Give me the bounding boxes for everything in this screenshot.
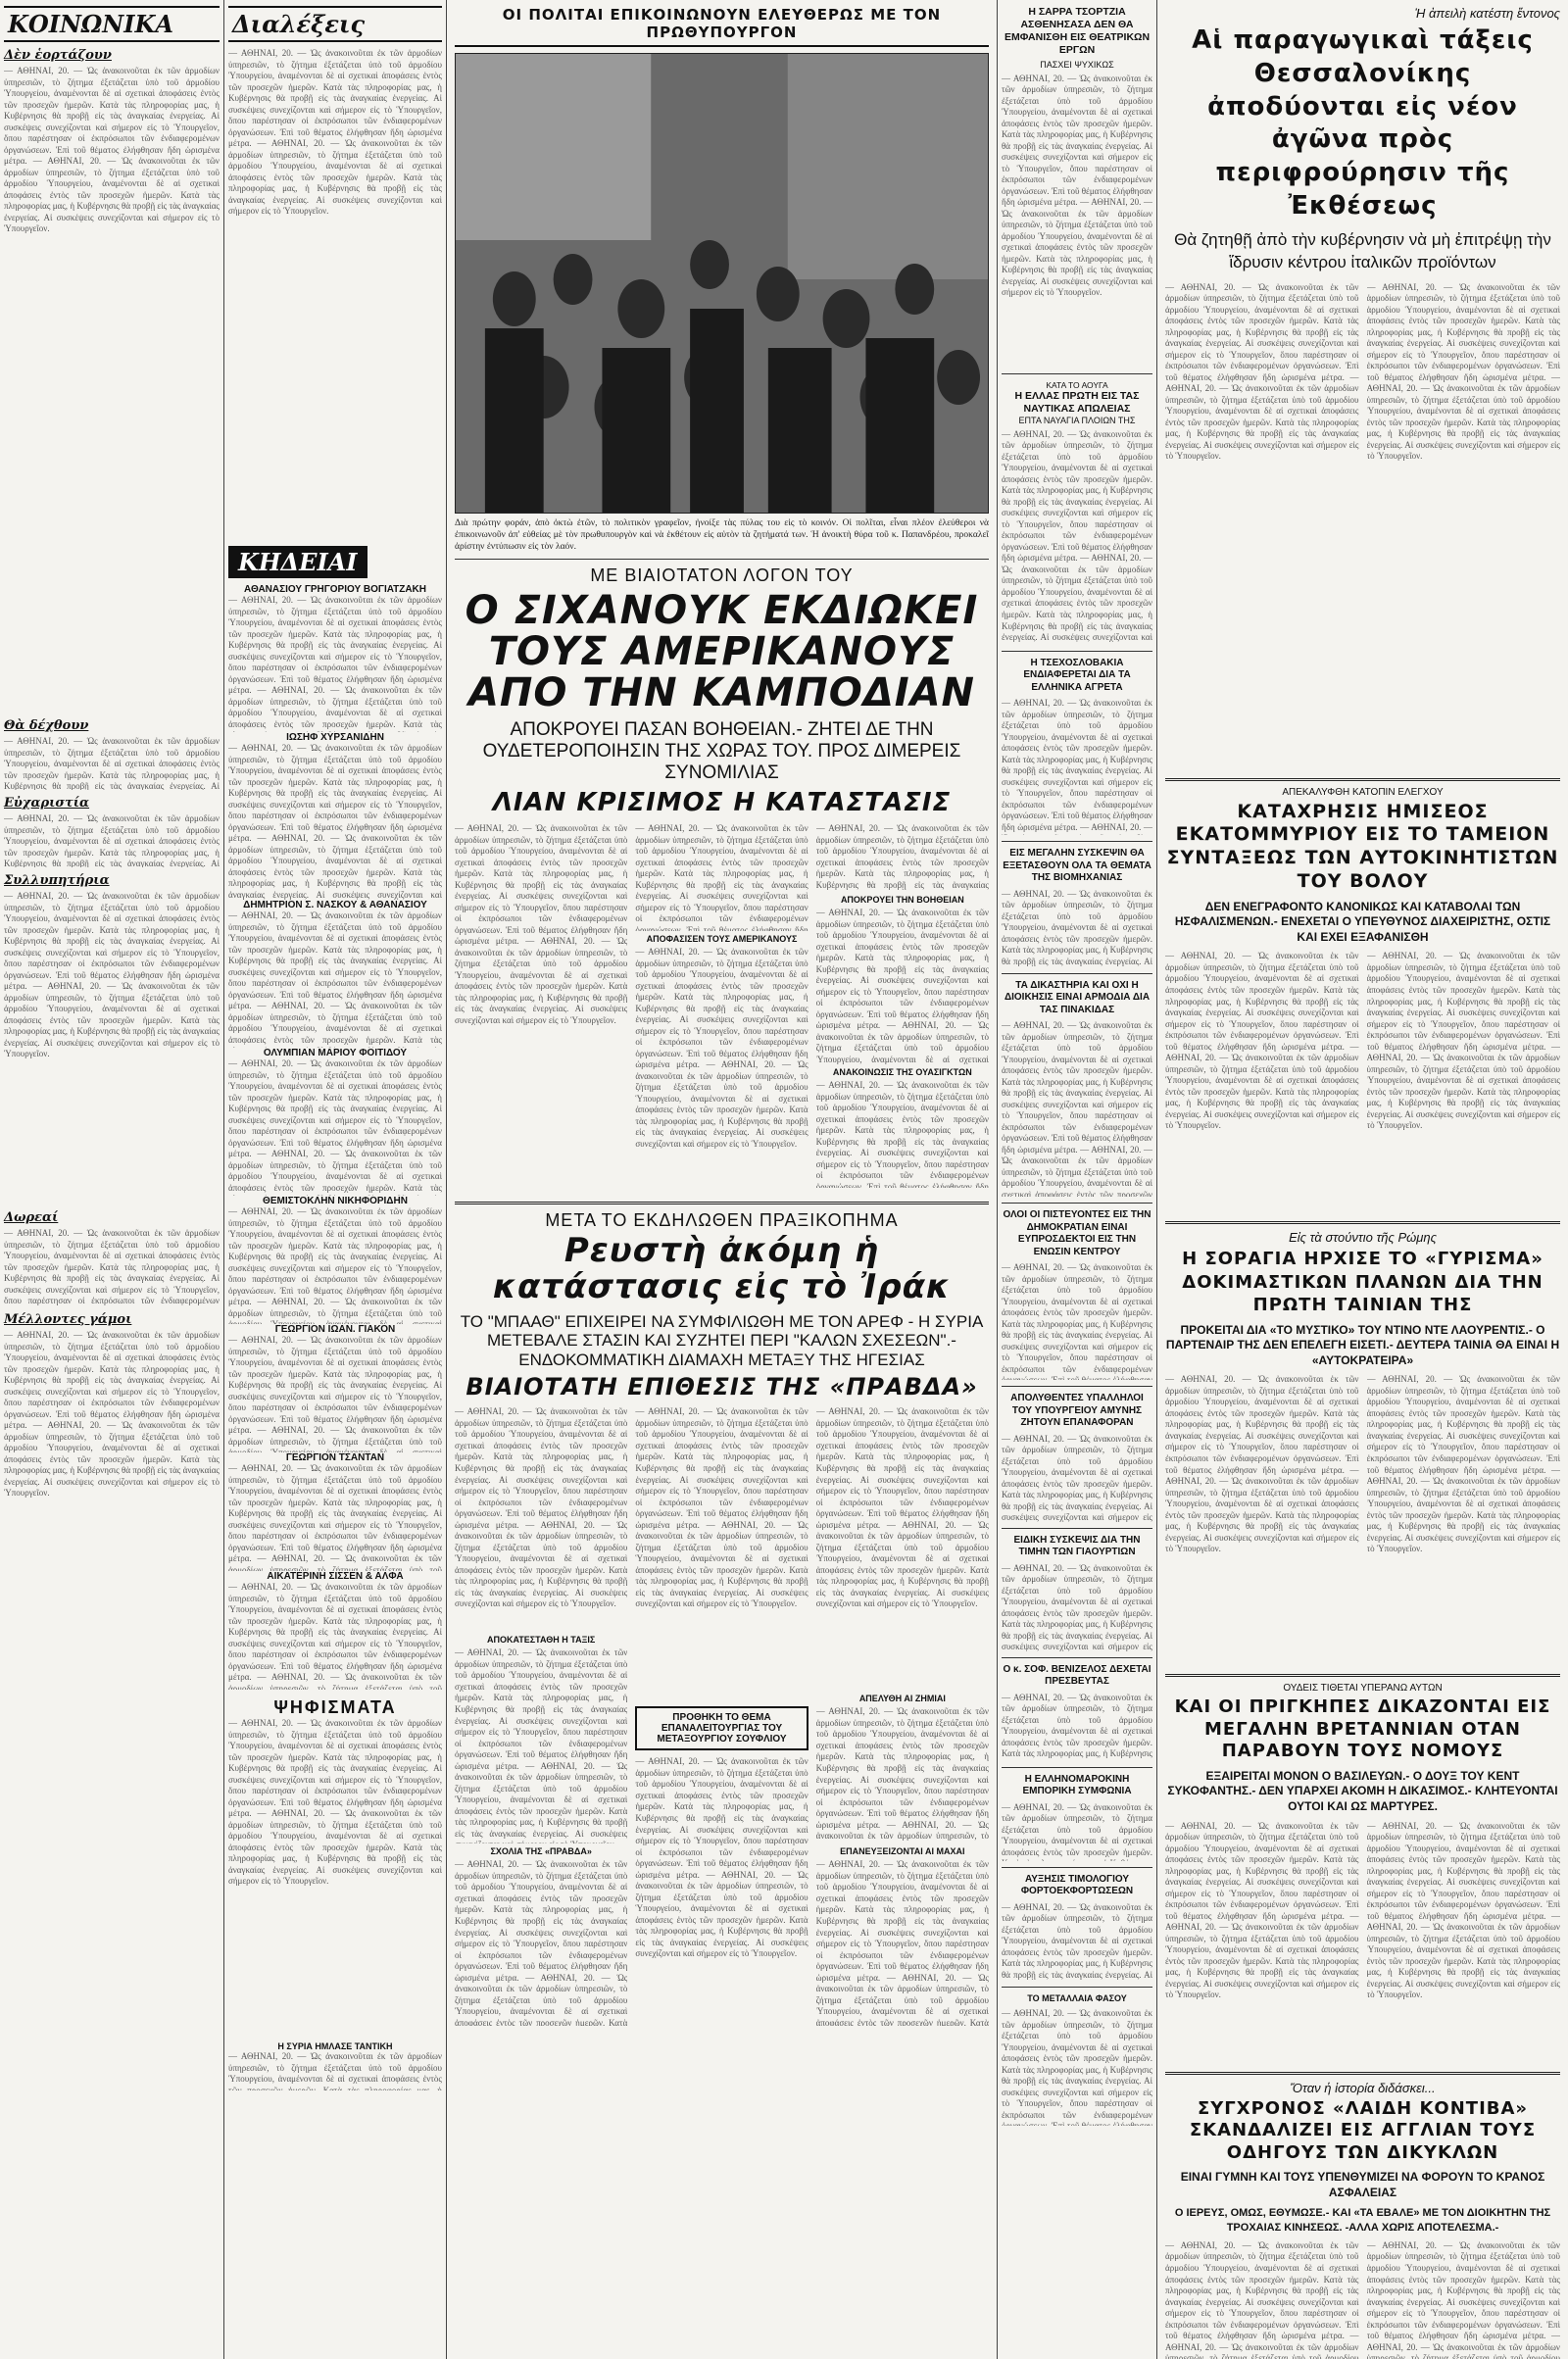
article-body — [4, 1228, 220, 1306]
article-body — [1002, 1262, 1152, 1380]
article-caption: Η ΣΥΡΙΑ ΗΜΛΑΣΕ ΤΑΝΤΙΚΗ — [277, 2041, 393, 2051]
article-body — [455, 1406, 627, 1632]
center-column — [447, 0, 997, 2359]
article-body — [228, 743, 442, 900]
story-subhead: ΑΝΑΚΟΙΝΩΣΙΣ ΤΗΣ ΟΥΑΣΙΓΚΤΩΝ — [832, 1067, 972, 1077]
article-body — [228, 1206, 442, 1324]
article-body — [1002, 1802, 1152, 1861]
article-body — [816, 1406, 989, 1691]
divider — [1002, 1203, 1152, 1204]
article-body — [1165, 951, 1359, 1215]
divider — [1002, 373, 1152, 374]
story-deck: Ο ΙΕΡΕΥΣ, ΟΜΩΣ, ΕΘΥΜΩΣΕ.- ΚΑΙ «ΤΑ ΕΒΑΛΕ» ΜΕ ΤΟΝ ΔΙΟΙΚΗΤΗΝ ΤΗΣ ΤΡΟΧΑΙΑΣ ΚΙΝΗΣΕΩΣ. -ΑΛΛΑ ΧΩΡΙΣ ΑΠΟΤΕΛΕΣΜΑ.- — [1174, 2207, 1551, 2234]
article-body — [1165, 1374, 1359, 1668]
divider — [455, 559, 989, 560]
story-subhead: ΑΠΟΚΡΟΥΕΙ ΤΗΝ ΒΟΗΘΕΙΑΝ — [840, 895, 964, 905]
story-kicker: Ἡ ἀπειλὴ κατέστη ἔντονος — [1414, 6, 1560, 21]
article-body — [455, 1647, 627, 1843]
section-title-social: ΚΟΙΝΩΝΙΚΑ — [4, 6, 220, 42]
subhead-thanks: Εὐχαριστία — [4, 796, 90, 811]
iraq-deck: ΤΟ "ΜΠΑΑΘ" ΕΠΙΧΕΙΡΕΙ ΝΑ ΣΥΜΦΙΛΙΩΘΗ ΜΕ ΤΟΝ ΑΡΕΦ - Η ΣΥΡΙΑ ΜΕΤΕΒΑΛΕ ΣΤΑΣΙΝ ΚΑΙ ΣΥΖΗΤΕΙ ΠΕΡΙ "ΚΑΛΩΝ ΣΧΕΣΕΩΝ".-ΕΝΔΟΚΟΜΜΑΤΙΚΗ ΔΙΑΜΑΧΗ ΜΕΤΑΞΥ ΤΗΣ ΗΓΕΣΙΑΣ — [460, 1311, 984, 1369]
story-subhead: ΑΠΕΛΥΘΗ ΑΙ ΖΗΜΙΑΙ — [858, 1694, 946, 1704]
subhead-donations: Δωρεαί — [4, 1210, 59, 1225]
article-body — [635, 1756, 808, 1982]
story-column — [816, 1406, 989, 2026]
story-headline: ΣΥΓΧΡΟΝΟΣ «ΛΑΙΔΗ ΚΟΝΤΙΒΑ» ΣΚΑΝΔΑΛΙΖΕΙ ΕΙΣ ΑΓΓΛΙΑΝ ΤΟΥΣ ΟΔΗΓΟΥΣ ΤΩΝ ΔΙΚΥΚΛΩΝ — [1189, 2097, 1537, 2163]
boxed-story-headline: ΠΡΟΘΗΚΗ ΤΟ ΘΕΜΑ ΕΠΑΝΑΛΕΙΤΟΥΡΓΙΑΣ ΤΟΥ ΜΕΤΑΞΟΥΡΓΙΟΥ ΣΟΥΦΛΙΟΥ — [657, 1712, 787, 1745]
divider — [1002, 1386, 1152, 1387]
divider — [1002, 841, 1152, 842]
story-headline: ΑΠΟΛΥΘΕΝΤΕΣ ΥΠΑΛΛΗΛΟΙ ΤΟΥ ΥΠΟΥΡΓΕΙΟΥ ΑΜΥΝΗΣ ΖΗΤΟΥΝ ΕΠΑΝΑΦΟΡΑΝ — [1010, 1393, 1144, 1429]
divider — [1002, 1987, 1152, 1988]
story-subhead: ΕΠΑΝΕΥΞΕΙΖΟΝΤΑΙ ΑΙ ΜΑΧΑΙ — [840, 1846, 965, 1857]
narrow-news-column — [998, 0, 1156, 2359]
article-body — [228, 910, 442, 1048]
article-body — [1002, 74, 1152, 368]
article-body — [228, 595, 442, 732]
article-body — [1367, 282, 1561, 772]
article-body — [1367, 1374, 1561, 1668]
story-kicker: ΚΑΤΑ ΤΟ ΑΟΥΓΑ — [1046, 379, 1108, 390]
story-headline: ΚΑΤΑΧΡΗΣΙΣ ΗΜΙΣΕΟΣ ΕΚΑΤΟΜΜΥΡΙΟΥ ΕΙΣ ΤΟ ΤΑΜΕΙΟΝ ΣΥΝΤΑΞΕΩΣ ΤΩΝ ΑΥΤΟΚΙΝΗΤΙΣΤΩΝ ΤΟΥ ΒΟΛΟΥ — [1166, 800, 1559, 892]
story-headline: ΟΛΟΙ ΟΙ ΠΙΣΤΕΥΟΝΤΕΣ ΕΙΣ ΤΗΝ ΔΗΜΟΚΡΑΤΙΑΝ ΕΙΝΑΙ ΕΥΠΡΟΣΔΕΚΤΟΙ ΕΙΣ ΤΗΝ ΕΝΩΣΙΝ ΚΕΝΤΡΟΥ — [1003, 1209, 1152, 1257]
main-kicker: ΜΕ ΒΙΑΙΟΤΑΤΟΝ ΛΟΓΟΝ ΤΟΥ — [590, 565, 854, 586]
subhead-namedays: Δὲν ἑορτάζουν — [4, 48, 112, 63]
story-subhead: ΠΑΣΧΕΙ ΨΥΧΙΚΩΣ — [1040, 59, 1114, 70]
divider — [455, 1202, 989, 1204]
article-body — [228, 1058, 442, 1196]
funeral-name: ΑΘΑΝΑΣΙΟΥ ΓΡΗΓΟΡΙΟΥ ΒΟΓΙΑΤΖΑΚΗ — [243, 584, 426, 595]
story-kicker: ΟΥΔΕΙΣ ΤΙΘΕΤΑΙ ΥΠΕΡΑΝΩ ΑΥΤΩΝ — [1283, 1683, 1443, 1695]
story-kicker: Εἰς τὰ στούντιο τῆς Ρώμης — [1289, 1230, 1437, 1246]
main-deck: ΑΠΟΚΡΟΥΕΙ ΠΑΣΑΝ ΒΟΗΘΕΙΑΝ.- ΖΗΤΕΙ ΔΕ ΤΗΝ ΟΥΔΕΤΕΡΟΠΟΙΗΣΙΝ ΤΗΣ ΧΩΡΑΣ ΤΟΥ. ΠΡΟΣ ΔΙΜΕΡΕΙΣ ΣΥΝΟΜΙΛΙΑΣ — [482, 719, 961, 784]
lectures-funerals-column — [224, 0, 446, 2359]
divider — [1002, 1767, 1152, 1768]
iraq-story-columns — [455, 1406, 989, 2026]
article-body — [1165, 2240, 1359, 2359]
story-subhead: ΕΠΤΑ ΝΑΥΑΓΙΑ ΠΛΟΙΩΝ ΤΗΣ — [1018, 415, 1136, 425]
iraq-headline: Ρευστὴ ἀκόμη ἡ κατάστασις εἰς τὸ Ἰράκ — [492, 1231, 952, 1307]
story-column — [455, 1406, 627, 2026]
story-deck: ΕΞΑΙΡΕΙΤΑΙ ΜΟΝΟΝ Ο ΒΑΣΙΛΕΥΩΝ.- Ο ΔΟΥΞ ΤΟΥ ΚΕΝΤ ΣΥΚΟΦΑΝΤΗΣ.- ΔΕΝ ΥΠΑΡΧΕΙ ΑΚΟΜΗ Η ΔΙΚΑΣΙΜΟΣ.- ΚΛΗΤΕΥΟΝΤΑΙ ΟΥΤΟΙ ΚΑΙ ΩΣ ΜΑΡΤΥΡΕΣ. — [1167, 1768, 1558, 1814]
story-headline: ΤΑ ΔΙΚΑΣΤΗΡΙΑ ΚΑΙ ΟΧΙ Η ΔΙΟΙΚΗΣΙΣ ΕΙΝΑΙ ΑΡΜΟΔΙΑ ΔΙΑ ΤΑΣ ΠΙΝΑΚΙΔΑΣ — [1004, 979, 1151, 1015]
article-body — [635, 1406, 808, 1700]
story-headline: Ο κ. ΣΟΦ. ΒΕΝΙΖΕΛΟΣ ΔΕΧΕΤΑΙ ΠΡΕΣΒΕΥΤΑΣ — [1003, 1663, 1152, 1688]
article-body — [228, 1582, 442, 1690]
article-body — [1002, 1693, 1152, 1761]
subhead-condolences: Συλλυπητήρια — [4, 873, 110, 888]
section-title-funerals: ΚΗΔΕΙΑΙ — [228, 546, 368, 578]
article-body — [1002, 1902, 1152, 1981]
story-column — [455, 823, 627, 1196]
article-body — [1367, 2240, 1561, 2359]
funeral-name: ΘΕΜΙΣΤΟΚΛΗΝ ΝΙΚΗΦΟΡΙΔΗΝ — [263, 1196, 408, 1206]
iraq-kicker: ΜΕΤΑ ΤΟ ΕΚΔΗΛΩΘΕΝ ΠΡΑΞΙΚΟΠΗΜΑ — [545, 1210, 899, 1230]
story-columns — [1165, 282, 1560, 772]
story-headline: Η ΕΛΛΗΝΟΜΑΡΟΚΙΝΗ ΕΜΠΟΡΙΚΗ ΣΥΜΦΩΝΙΑ — [1022, 1773, 1132, 1797]
story-headline: Αἱ παραγωγικαὶ τάξεις Θεσσαλονίκης ἀποδύονται εἰς νέον ἀγῶνα πρὸς περιφρούρησιν τῆς Ἐκθέσεως — [1192, 25, 1534, 221]
article-body — [1002, 429, 1152, 645]
article-body — [4, 813, 220, 867]
article-body — [228, 48, 442, 538]
story-headline: Η ΣΟΡΑΓΙΑ ΗΡΧΙΣΕ ΤΟ «ΓΥΡΙΣΜΑ» ΔΟΚΙΜΑΣΤΙΚΩΝ ΠΛΑΝΩΝ ΔΙΑ ΤΗΝ ΠΡΩΤΗ ΤΑΙΝΙΑΝ ΤΗΣ — [1182, 1249, 1544, 1316]
story-headline: Η ΤΣΕΧΟΣΛΟΒΑΚΙΑ ΕΝΔΙΑΦΕΡΕΤΑΙ ΔΙΑ ΤΑ ΕΛΛΗΝΙΚΑ ΑΓΡΕΤΑ — [1023, 657, 1131, 693]
story-subhead: ΑΠΟΦΑΣΙΣΕΝ ΤΟΥΣ ΑΜΕΡΙΚΑΝΟΥΣ — [646, 934, 798, 944]
article-body — [228, 1335, 442, 1452]
article-body — [1002, 2008, 1152, 2126]
article-body — [816, 1859, 989, 2026]
section-title-resolutions: ΨΗΦΙΣΜΑΤΑ — [273, 1697, 397, 1717]
funeral-name: ΑΙΚΑΤΕΡΙΝΗ ΣΙΣΣΕΝ & ΑΛΦΑ — [267, 1571, 404, 1582]
article-body — [455, 823, 627, 1196]
section-title-lectures: Διαλέξεις — [228, 6, 442, 42]
photo-caption: Διὰ πρώτην φοράν, ἀπὸ ὀκτὼ ἐτῶν, τὸ πολιτικὸν γραφεῖον, ἠνοίξε τὰς πύλας του εἰς τὸ κοινόν. Οἱ πολῖται, εἶναι πλέον ἐλεύθεροι νὰ ἐπικοινωνοῦν ἀπ' εὐθείας μὲ τὸν πρωθυπουργὸν καὶ νὰ ἐκθέτουν εἰς αὐτὸν τὰ ζητήματά των. Ἡ ἀνοικτὴ θύρα τοῦ κ. Παπανδρέου, προκαλεῖ ἀρίστην ἐντύπωσιν εἰς τὸν λαόν. — [455, 518, 989, 553]
article-body — [1165, 1821, 1359, 2066]
article-body — [228, 1463, 442, 1571]
divider — [1165, 1674, 1560, 1677]
subhead-future-weddings: Μέλλοντες γάμοι — [4, 1312, 132, 1327]
story-deck: ΔΕΝ ΕΝΕΓΡΑΦΟΝΤΟ ΚΑΝΟΝΙΚΩΣ ΚΑΙ ΚΑΤΑΒΟΛΑΙ ΤΩΝ ΗΣΦΑΛΙΣΜΕΝΩΝ.- ΕΝΕΧΕΤΑΙ Ο ΥΠΕΥΘΥΝΟΣ ΔΙΑΧΕΙΡΙΣΤΗΣ, ΟΣΤΙΣ ΚΑΙ ΕΧΕΙ ΕΞΑΦΑΝΙΣΘΗ — [1174, 899, 1551, 944]
article-body — [635, 823, 808, 931]
main-deck-bold: ΛΙΑΝ ΚΡΙΣΙΜΟΣ Η ΚΑΤΑΣΤΑΣΙΣ — [492, 788, 952, 817]
article-body — [816, 908, 989, 1064]
iraq-deck-bold: ΒΙΑΙΟΤΑΤΗ ΕΠΙΘΕΣΙΣ ΤΗΣ «ΠΡΑΒΔΑ» — [466, 1373, 978, 1401]
story-columns — [1165, 2240, 1560, 2359]
right-column — [1157, 0, 1568, 2359]
story-kicker: Ὅταν ἡ ἱστορία διδάσκει... — [1290, 2080, 1436, 2095]
article-body — [4, 891, 220, 1204]
article-body — [1002, 1020, 1152, 1197]
article-body — [816, 1080, 989, 1188]
story-deck: ΠΡΟΚΕΙΤΑΙ ΔΙΑ «ΤΟ ΜΥΣΤΙΚΟ» ΤΟΥ ΝΤΙΝΟ ΝΤΕ ΛΑΟΥΡΕΝΤΙΣ.- Ο ΠΑΡΤΕΝΑΙΡ ΤΗΣ ΔΕΝ ΕΠΕΛΕΓΗ ΕΙΣΕΤΙ.- ΔΕΥΤΕΡΑ ΤΑΙΝΙΑ ΘΑ ΕΙΝΑΙ Η «ΑΥΤΟΚΡΑΤΕΙΡΑ» — [1165, 1322, 1560, 1367]
article-body — [1002, 889, 1152, 967]
photo-image — [456, 54, 988, 513]
story-headline: ΕΙΔΙΚΗ ΣΥΣΚΕΨΙΣ ΔΙΑ ΤΗΝ ΤΙΜΗΝ ΤΩΝ ΓΙΑΟΥΡΤΙΩΝ — [1013, 1534, 1141, 1558]
main-story-columns — [455, 823, 989, 1196]
funeral-name: ΓΕΩΡΓΙΟΝ ΤΣΑΝΤΑΝ — [285, 1452, 385, 1463]
subhead-receptions: Θὰ δέχθουν — [4, 718, 89, 733]
article-body — [816, 1706, 989, 1843]
story-columns — [1165, 1374, 1560, 1668]
article-body — [455, 1859, 627, 2026]
divider — [1002, 1657, 1152, 1658]
story-column — [635, 1406, 808, 2026]
funeral-name: ΔΗΜΗΤΡΙΟΝ Σ. ΝΑΣΚΟΥ & ΑΘΑΝΑΣΙΟΥ — [243, 900, 427, 910]
story-headline: Η ΕΛΛΑΣ ΠΡΩΤΗ ΕΙΣ ΤΑΣ ΝΑΥΤΙΚΑΣ ΑΠΩΛΕΙΑΣ — [1014, 389, 1140, 415]
divider — [1002, 1528, 1152, 1529]
divider — [1002, 1867, 1152, 1868]
story-deck: ΕΙΝΑΙ ΓΥΜΝΗ ΚΑΙ ΤΟΥΣ ΥΠΕΝΘΥΜΙΖΕΙ ΝΑ ΦΟΡΟΥΝ ΤΟ ΚΡΑΝΟΣ ΑΣΦΑΛΕΙΑΣ — [1180, 2170, 1545, 2199]
story-headline: ΕΙΣ ΜΕΓΑΛΗΝ ΣΥΣΚΕΨΙΝ ΘΑ ΕΞΕΤΑΣΘΟΥΝ ΟΛΑ ΤΑ ΘΕΜΑΤΑ ΤΗΣ ΒΙΟΜΗΧΑΝΙΑΣ — [1003, 848, 1152, 884]
story-headline: ΚΑΙ ΟΙ ΠΡΙΓΚΗΠΕΣ ΔΙΚΑΖΟΝΤΑΙ ΕΙΣ ΜΕΓΑΛΗΝ ΒΡΕΤΑΝΝΙΑΝ ΟΤΑΝ ΠΑΡΑΒΟΥΝ ΤΟΥΣ ΝΟΜΟΥΣ — [1174, 1696, 1551, 1762]
article-body — [1367, 951, 1561, 1215]
story-subhead: ΑΠΟΚΑΤΕΣΤΑΘΗ Η ΤΑΞΙΣ — [487, 1635, 596, 1646]
article-body — [4, 1330, 220, 2310]
story-columns — [1165, 1821, 1560, 2066]
story-column — [816, 823, 989, 1196]
article-body — [1165, 282, 1359, 772]
divider — [1002, 973, 1152, 974]
article-body — [816, 823, 989, 892]
story-deck: Θὰ ζητηθῇ ἀπὸ τὴν κυβέρνησιν νὰ μὴ ἐπιτρέψῃ τὴν ἵδρυσιν κέντρου ἰταλικῶν προϊόντων — [1174, 229, 1551, 271]
boxed-story-title — [635, 1706, 808, 1750]
funeral-name: ΟΛΥΜΠΙΑΝ ΜΑΡΙΟΥ ΦΟΙΤΙΔΟΥ — [263, 1048, 408, 1058]
article-body — [1367, 1821, 1561, 2066]
divider — [1002, 651, 1152, 652]
divider — [1165, 2072, 1560, 2075]
crowd-photo — [455, 53, 989, 514]
article-body — [228, 1718, 442, 2041]
article-body — [1002, 698, 1152, 835]
story-kicker: ΑΠΕΚΑΛΥΦΘΗ ΚΑΤΟΠΙΝ ΕΛΕΓΧΟΥ — [1282, 786, 1444, 798]
funeral-name: ΓΕΩΡΓΙΟΝ ΙΩΑΝ. ΓΙΑΚΟΝ — [274, 1324, 396, 1335]
article-body — [1002, 1563, 1152, 1651]
divider — [1165, 778, 1560, 781]
divider — [1165, 1221, 1560, 1224]
story-subhead: ΣΧΟΛΙΑ ΤΗΣ «ΠΡΑΒΔΑ» — [490, 1846, 592, 1857]
article-body — [228, 2051, 442, 2090]
story-headline: Η ΣΑΡΡΑ ΤΣΟΡΤΖΙΑ ΑΣΘΕΝΗΣΑΣΑ ΔΕΝ ΘΑ ΕΜΦΑΝΙΣΘΗ ΕΙΣ ΘΕΑΤΡΙΚΩΝ ΕΡΓΩΝ — [1004, 6, 1151, 57]
story-headline: ΑΥΞΗΣΙΣ ΤΙΜΟΛΟΓΙΟΥ ΦΟΡΤΟΕΚΦΟΡΤΩΣΕΩΝ — [1020, 1873, 1134, 1897]
article-body — [4, 736, 220, 790]
social-column — [0, 0, 223, 2359]
article-body — [4, 66, 220, 713]
article-body — [1002, 1434, 1152, 1522]
photo-headline: ΟΙ ΠΟΛΙΤΑΙ ΕΠΙΚΟΙΝΩΝΟΥΝ ΕΛΕΥΘΕΡΩΣ ΜΕ ΤΟΝ ΠΡΩΘΥΠΟΥΡΓΟΝ — [455, 6, 989, 47]
story-headline: ΤΟ ΜΕΤΑΛΛΑΙΑ ΦΑΣΟΥ — [1027, 1992, 1127, 2003]
funeral-name: ΙΩΣΗΦ ΧΥΡΣΑΝΙΔΗΝ — [286, 732, 384, 743]
main-headline: Ο ΣΙΧΑΝΟΥΚ ΕΚΔΙΩΚΕΙ ΤΟΥΣ ΑΜΕΡΙΚΑΝΟΥΣ ΑΠΟ ΤΗΝ ΚΑΜΠΟΔΙΑΝ — [465, 588, 979, 716]
story-column — [635, 823, 808, 1196]
story-columns — [1165, 951, 1560, 1215]
article-body — [635, 947, 808, 1192]
